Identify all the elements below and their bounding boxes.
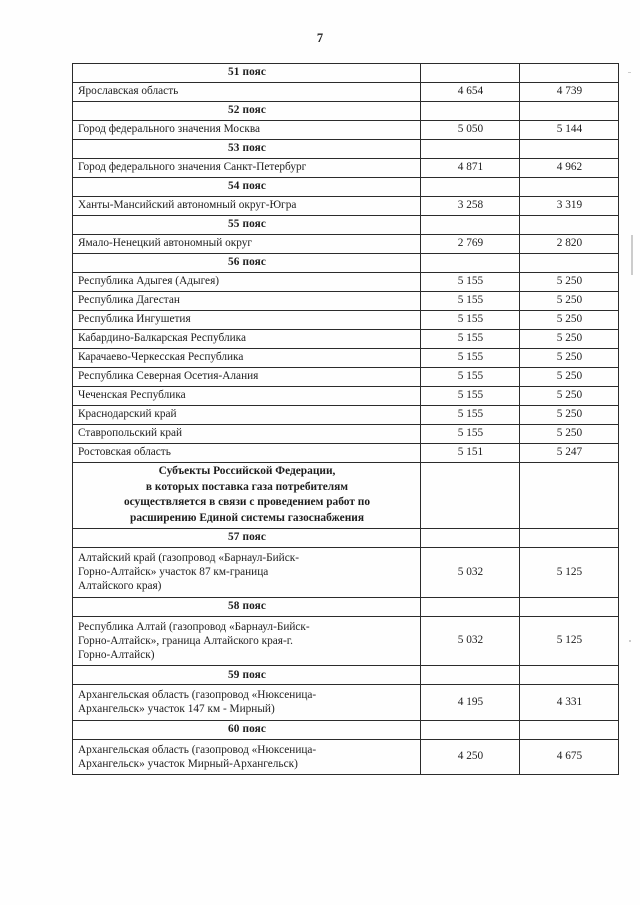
table-row xyxy=(73,616,619,666)
zone-value-empty-2 xyxy=(520,254,619,273)
region-name xyxy=(73,547,421,597)
tariff-value-1: 4 250 xyxy=(421,739,520,774)
zone-value-empty-2 xyxy=(520,597,619,616)
section-heading xyxy=(73,463,421,529)
tariff-value-1: 5 155 xyxy=(421,292,520,311)
zone-value-empty-1 xyxy=(421,216,520,235)
region-name: Карачаево-Черкесская Республика xyxy=(73,349,421,368)
scan-artifact xyxy=(628,72,631,73)
tariff-value-2: 4 739 xyxy=(520,83,619,102)
table-row-zone-header xyxy=(73,140,619,159)
zone-value-empty-2 xyxy=(520,178,619,197)
table-row-zone-header xyxy=(73,216,619,235)
table-row xyxy=(73,349,619,368)
table-row-section-heading xyxy=(73,463,619,529)
section-heading-line: в которых поставка газа потребителям xyxy=(145,480,349,493)
tariff-value-2: 5 144 xyxy=(520,121,619,140)
table-row xyxy=(73,197,619,216)
region-name: Краснодарский край xyxy=(73,406,421,425)
table-row xyxy=(73,406,619,425)
zone-label: 53 пояс xyxy=(73,140,421,159)
zone-value-empty-2 xyxy=(520,102,619,121)
scan-artifact xyxy=(629,640,631,642)
tariff-value-1: 4 654 xyxy=(421,83,520,102)
region-name: Республика Дагестан xyxy=(73,292,421,311)
table-row-zone-header xyxy=(73,64,619,83)
zone-value-empty-1 xyxy=(421,102,520,121)
table-row xyxy=(73,387,619,406)
table-row xyxy=(73,311,619,330)
region-name xyxy=(73,685,421,720)
section-heading-empty-1 xyxy=(421,463,520,529)
tariff-value-1: 5 155 xyxy=(421,425,520,444)
tariff-value-1: 5 151 xyxy=(421,444,520,463)
zone-label: 56 пояс xyxy=(73,254,421,273)
tariff-value-2: 5 250 xyxy=(520,349,619,368)
table-row xyxy=(73,425,619,444)
tariff-value-2: 4 331 xyxy=(520,685,619,720)
table-row xyxy=(73,159,619,178)
tariff-value-2: 5 247 xyxy=(520,444,619,463)
tariff-value-1: 5 050 xyxy=(421,121,520,140)
tariff-value-1: 5 155 xyxy=(421,330,520,349)
region-name: Город федерального значения Санкт-Петербург xyxy=(73,159,421,178)
tariff-value-1: 3 258 xyxy=(421,197,520,216)
table-row-zone-header xyxy=(73,720,619,739)
tariff-table-container xyxy=(72,63,618,775)
zone-value-empty-2 xyxy=(520,720,619,739)
section-heading-empty-2 xyxy=(520,463,619,529)
zone-value-empty-1 xyxy=(421,140,520,159)
tariff-value-1: 4 195 xyxy=(421,685,520,720)
table-row xyxy=(73,330,619,349)
tariff-value-2: 5 125 xyxy=(520,616,619,666)
region-name-line: Архангельск» участок 147 км - Мирный) xyxy=(78,703,275,716)
tariff-value-2: 5 250 xyxy=(520,387,619,406)
region-name: Кабардино-Балкарская Республика xyxy=(73,330,421,349)
tariff-value-2: 5 125 xyxy=(520,547,619,597)
table-row xyxy=(73,273,619,292)
region-name-line: Горно-Алтайск», граница Алтайского края-г. xyxy=(78,634,293,647)
zone-value-empty-1 xyxy=(421,254,520,273)
table-row-zone-header xyxy=(73,254,619,273)
region-name-line: Горно-Алтайск» участок 87 км-граница xyxy=(78,566,269,579)
tariff-value-2: 5 250 xyxy=(520,425,619,444)
region-name: Ханты-Мансийский автономный округ-Югра xyxy=(73,197,421,216)
region-name: Ярославская область xyxy=(73,83,421,102)
table-row-zone-header xyxy=(73,528,619,547)
tariff-table xyxy=(72,63,619,775)
tariff-value-1: 2 769 xyxy=(421,235,520,254)
table-row xyxy=(73,235,619,254)
zone-value-empty-2 xyxy=(520,528,619,547)
tariff-value-1: 5 155 xyxy=(421,406,520,425)
region-name: Город федерального значения Москва xyxy=(73,121,421,140)
zone-label: 55 пояс xyxy=(73,216,421,235)
region-name: Ставропольский край xyxy=(73,425,421,444)
tariff-value-1: 5 155 xyxy=(421,273,520,292)
tariff-value-2: 5 250 xyxy=(520,292,619,311)
region-name xyxy=(73,616,421,666)
region-name: Республика Северная Осетия-Алания xyxy=(73,368,421,387)
zone-value-empty-1 xyxy=(421,528,520,547)
region-name-line: Архангельск» участок Мирный-Архангельск) xyxy=(78,757,298,770)
table-row xyxy=(73,444,619,463)
tariff-value-2: 5 250 xyxy=(520,406,619,425)
zone-label: 57 пояс xyxy=(73,528,421,547)
zone-value-empty-1 xyxy=(421,178,520,197)
region-name-line: Горно-Алтайск) xyxy=(78,649,155,662)
zone-value-empty-1 xyxy=(421,64,520,83)
zone-value-empty-1 xyxy=(421,597,520,616)
tariff-value-1: 5 032 xyxy=(421,547,520,597)
zone-value-empty-1 xyxy=(421,666,520,685)
region-name xyxy=(73,739,421,774)
table-row xyxy=(73,547,619,597)
zone-value-empty-2 xyxy=(520,666,619,685)
page-number: 7 xyxy=(316,31,324,45)
tariff-value-2: 4 675 xyxy=(520,739,619,774)
tariff-value-2: 5 250 xyxy=(520,273,619,292)
table-row-zone-header xyxy=(73,178,619,197)
tariff-value-1: 5 032 xyxy=(421,616,520,666)
section-heading-line: осуществляется в связи с проведением работ по xyxy=(123,496,371,509)
region-name: Ямало-Ненецкий автономный округ xyxy=(73,235,421,254)
scan-artifact xyxy=(631,235,633,275)
region-name: Чеченская Республика xyxy=(73,387,421,406)
zone-value-empty-2 xyxy=(520,216,619,235)
zone-value-empty-2 xyxy=(520,140,619,159)
region-name-line: Архангельская область (газопровод «Нюксеница- xyxy=(78,689,317,702)
tariff-value-2: 3 319 xyxy=(520,197,619,216)
tariff-value-2: 5 250 xyxy=(520,311,619,330)
section-heading-line: расширению Единой системы газоснабжения xyxy=(129,512,364,525)
table-row-zone-header xyxy=(73,597,619,616)
zone-label: 59 пояс xyxy=(73,666,421,685)
region-name-line: Республика Алтай (газопровод «Барнаул-Бийск- xyxy=(78,620,310,633)
tariff-value-2: 5 250 xyxy=(520,368,619,387)
tariff-value-2: 4 962 xyxy=(520,159,619,178)
tariff-value-2: 2 820 xyxy=(520,235,619,254)
region-name: Республика Адыгея (Адыгея) xyxy=(73,273,421,292)
table-row-zone-header xyxy=(73,666,619,685)
zone-value-empty-1 xyxy=(421,720,520,739)
zone-label: 60 пояс xyxy=(73,720,421,739)
tariff-value-1: 5 155 xyxy=(421,311,520,330)
tariff-value-1: 5 155 xyxy=(421,349,520,368)
zone-label: 58 пояс xyxy=(73,597,421,616)
zone-label: 52 пояс xyxy=(73,102,421,121)
table-row xyxy=(73,685,619,720)
tariff-value-1: 5 155 xyxy=(421,387,520,406)
table-row-zone-header xyxy=(73,102,619,121)
region-name-line: Архангельская область (газопровод «Нюксеница- xyxy=(78,743,317,756)
tariff-value-1: 4 871 xyxy=(421,159,520,178)
table-row xyxy=(73,83,619,102)
table-row xyxy=(73,739,619,774)
zone-label: 54 пояс xyxy=(73,178,421,197)
tariff-value-1: 5 155 xyxy=(421,368,520,387)
region-name: Ростовская область xyxy=(73,444,421,463)
table-row xyxy=(73,121,619,140)
tariff-value-2: 5 250 xyxy=(520,330,619,349)
zone-label: 51 пояс xyxy=(73,64,421,83)
table-body xyxy=(73,64,619,775)
section-heading-line: Субъекты Российской Федерации, xyxy=(158,465,336,477)
region-name-line: Алтайского края) xyxy=(78,580,162,593)
table-row xyxy=(73,292,619,311)
table-row xyxy=(73,368,619,387)
region-name: Республика Ингушетия xyxy=(73,311,421,330)
region-name-line: Алтайский край (газопровод «Барнаул-Бийск- xyxy=(78,551,299,564)
zone-value-empty-2 xyxy=(520,64,619,83)
